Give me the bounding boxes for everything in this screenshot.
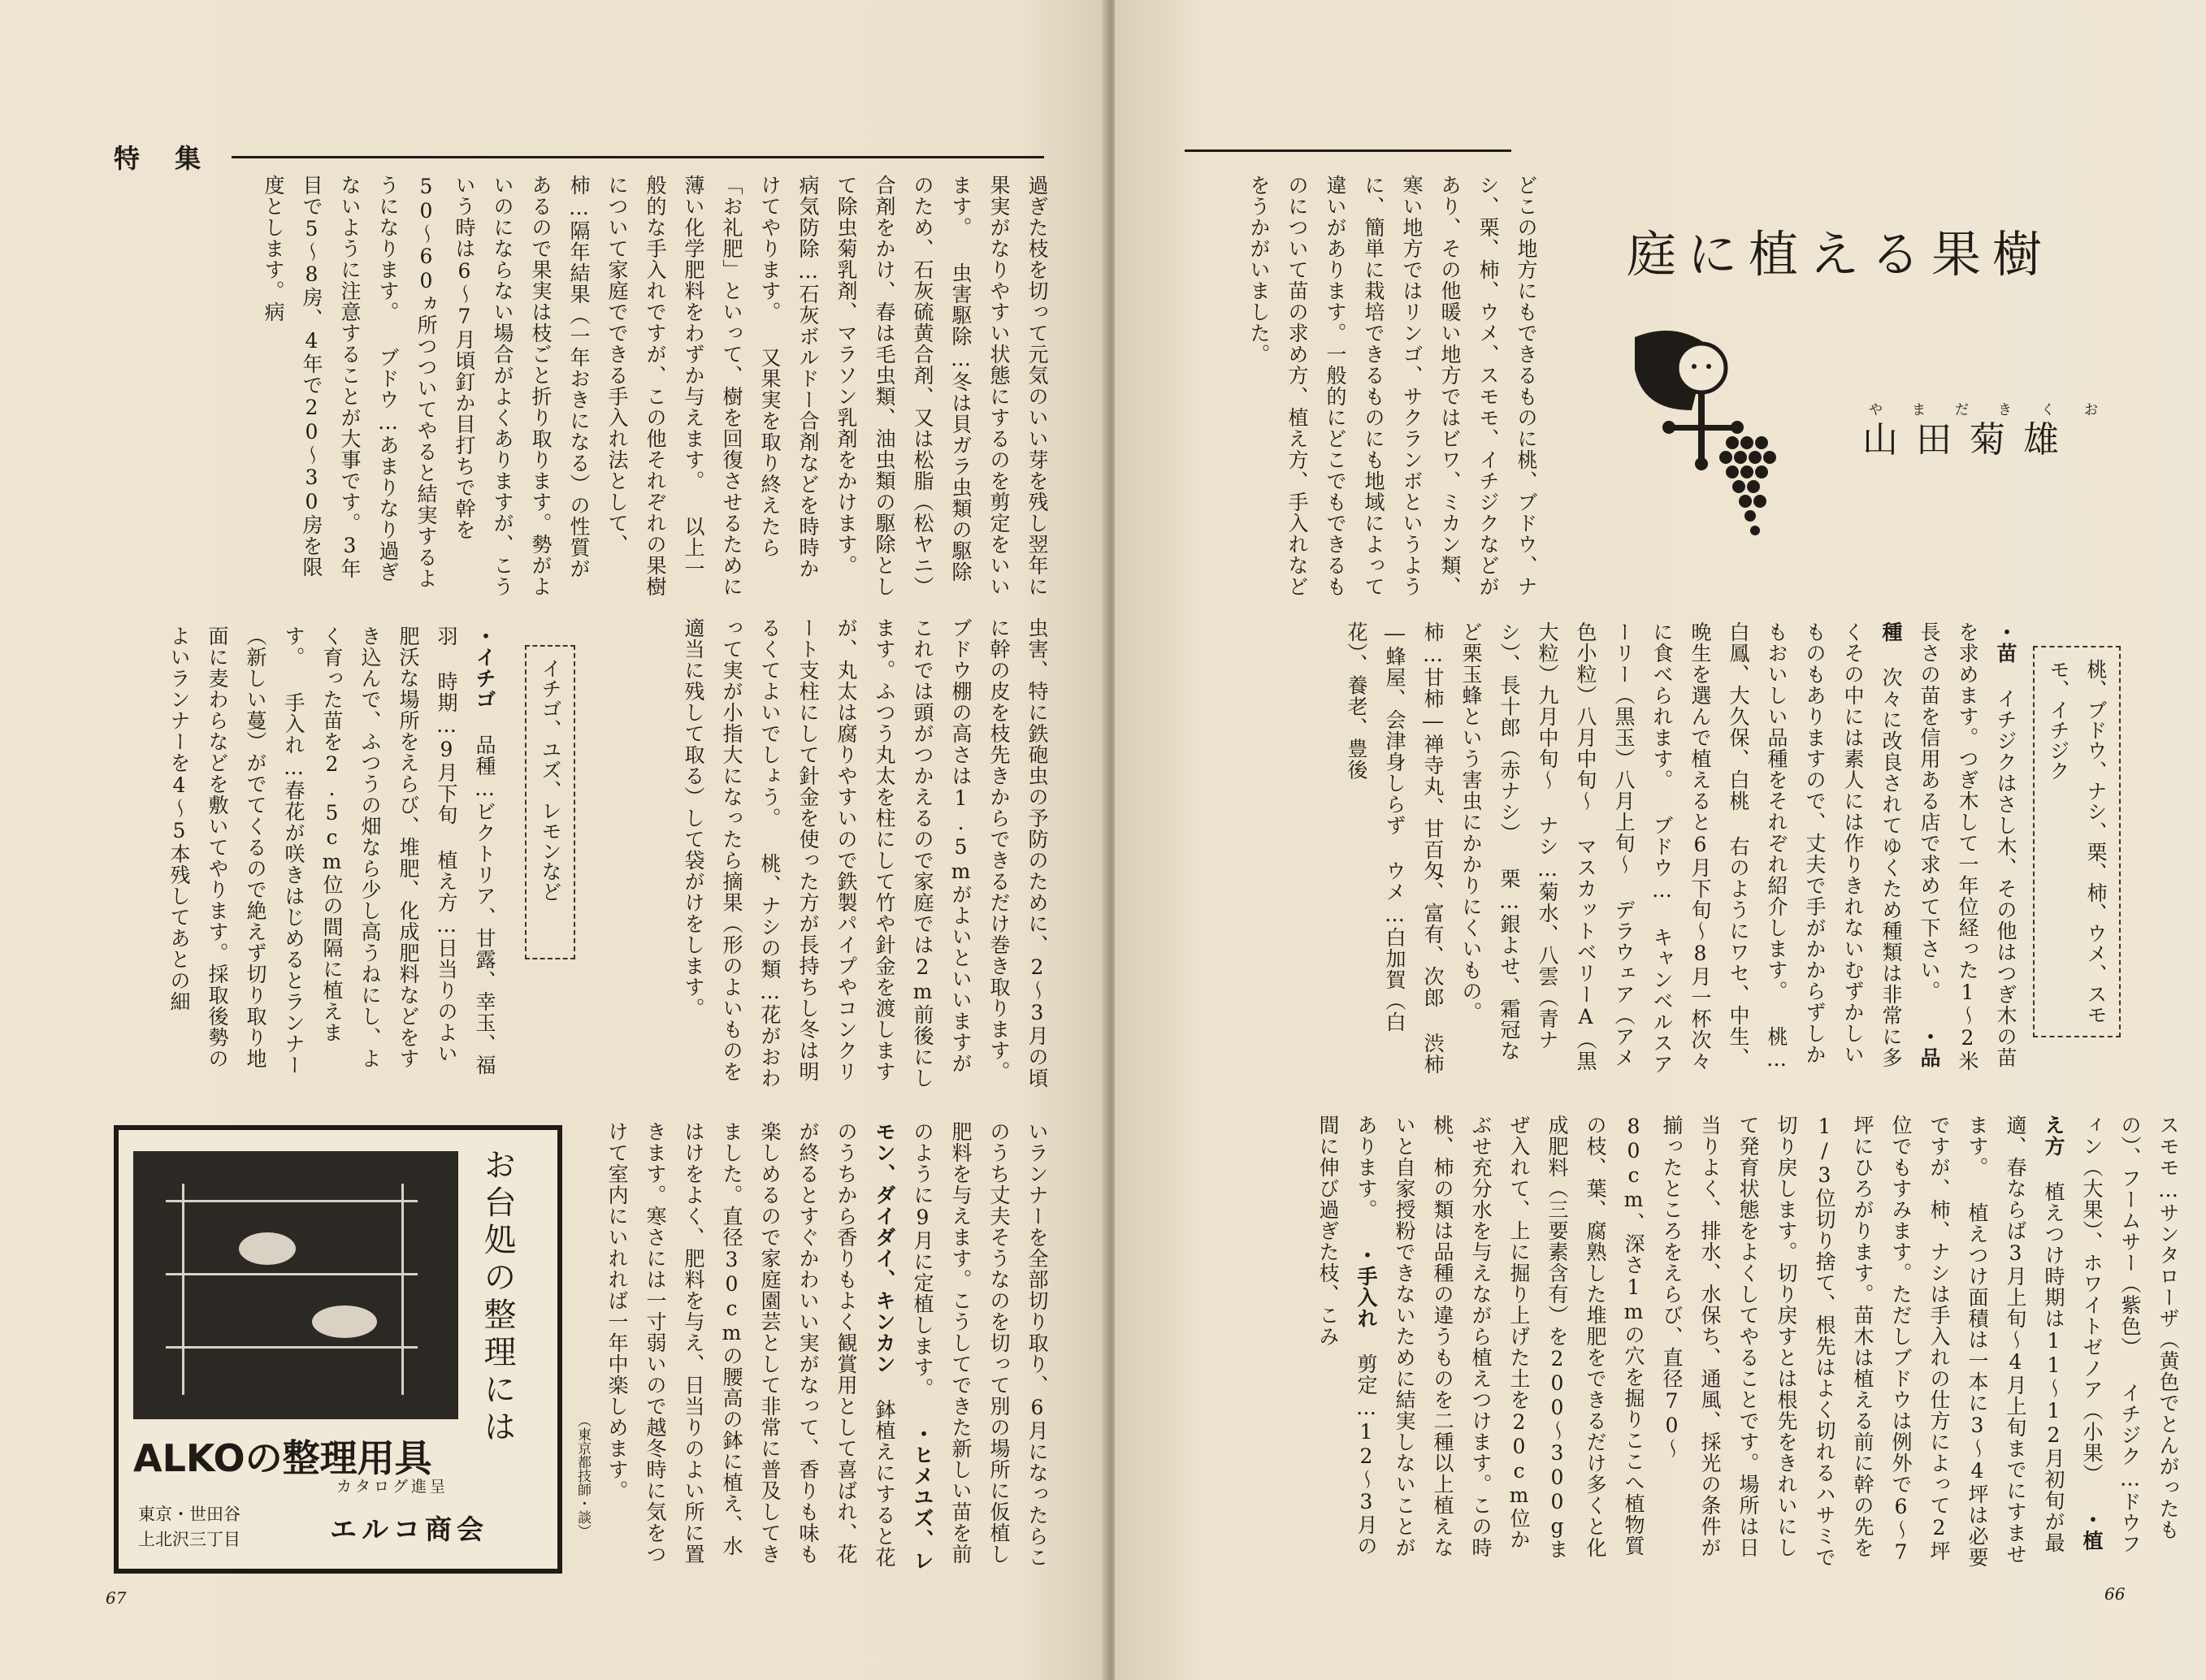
para: 手入れ…春花が咲きはじめるとランナー（新しい蔓）がでてくるので絶えず切り取り地面に麦わらなどを敷いてやります。採取後勢のよいランナーを4〜5本残してあとの細 (167, 626, 306, 1076)
para: 柿…隔年結果（一年おきになる）の性質があるので果実は枝ごと折り取ります。勢がよいのにならない場合がよくありますが、こういう時は6〜7月頃釘か目打ちで幹を50〜60ヵ所つついてやると結実するようになります。 (376, 175, 591, 597)
para: イチジク…ドウフィン（大果）、ホワイトゼノア（小果） (2080, 1115, 2142, 1555)
strawberry-text (122, 626, 504, 1080)
section-tag: 特 集 (114, 143, 215, 174)
ad-address-line: 上北沢三丁目 (138, 1530, 241, 1549)
strawberry-heading: ・イチゴ (473, 626, 496, 710)
right-page (1115, 0, 2206, 1680)
para: デラウェア（アメ色小粒）八月中旬〜 (1574, 621, 1636, 1068)
ad-brand: ALKOの整理用具 (133, 1436, 432, 1480)
para: 植えつけ面積は一本に3〜4坪は必要ですが、柿、ナシは手入れの仕方によって2坪位でもすみます。ただしブドウは例外で6〜7坪にひろがります。苗木は植える前に幹の先を1/3位切り捨て、根先はよく切れるハサミで切り戻します。切り戻すとは根先をきれいにして発育状態をよくしてやることです。場所は日当りよく、排水、水保ち、通風、採光の条件が揃ったところをえらび、直径70〜80cm、深さ1mの穴を掘りここへ植物質の枝、葉、腐熟した堆肥をできるだけ多くと化成肥料（三要素含有）を200〜300gまぜ入れて、上に掘り上げた土を20cm位かぶせ充分水を与えながら植えつけます。この時桃、柿の類は品種の違うものを二種以上植えないと自家授粉できないために結実しないことがあります。 (1354, 1115, 1989, 1568)
left-middle-text (618, 617, 1056, 1089)
para: 過ぎた枝を切って元気のいい芽を残し翌年に果実がなりやすい状態にするのを剪定をいいます。 (949, 175, 1049, 597)
right-middle-text (1180, 621, 2025, 1076)
para: キャンベルスアーリー（黒玉）八月上旬〜 (1612, 621, 1674, 1075)
ad-slogan: お台処の整理には (479, 1148, 516, 1447)
para: 桃…白鳳、大久保、白桃 (1727, 621, 1788, 1072)
header-rule (232, 156, 1044, 158)
para: 鉢植えにすると花のうちから香りもよく観賞用として喜ばれ、花が終るとすぐかわいい実がなって、香りも味も楽しめるので家庭園芸として非常に普及してきました。直径30cmの腰高の鉢に植え、水はけをよく、肥料を与え、日当りのよい所に置きます。寒さには一寸弱いので越冬時に気をつけて室内にいれれば一年中楽しめます。 (605, 1121, 896, 1568)
author-ruby: やまだきくお (1869, 402, 2127, 418)
para: 時期…9月下旬 (435, 671, 458, 825)
ad-catalog: カタログ進呈 (336, 1478, 449, 1496)
para: ブドウ…あまりなり過ぎないように注意することが大事です。3年目で5〜8房、4年で20〜30房を限度とします。病 (262, 175, 400, 582)
para: 以上一般的な手入れですが、この他それぞれの果樹について家庭でできる手入れ法として、 (605, 175, 705, 597)
planting-heading: ・植え方 (2042, 1115, 2104, 1552)
strawberry-box-label: イチゴ、ユズ、レモンなど (525, 645, 575, 959)
para: スモモ…サンタローザ（黄色でとんがったもの）、フームサー（紫色） (2118, 1115, 2180, 1540)
fruit-illustration-icon (1627, 321, 1789, 556)
intro-para: どこの地方にもできるものに桃、ブドウ、ナシ、栗、柿、ウメ、スモモ、イチジクなどがあり、その他暖い地方ではビワ、ミカン類、寒い地方ではリンゴ、サクランボというように、簡単に栽培できるものにも地域によって違いがあります。一般的にどこでもできるものについて苗の求め方、植え方、手入れなどをうかがいました。 (1247, 175, 1538, 597)
article-title: 庭に植える果樹 (1627, 226, 2054, 284)
author-name: 山田菊雄 (1862, 419, 2077, 461)
ad-company: エルコ商会 (330, 1513, 488, 1545)
para: ナシ…菊水、八雲（青ナシ）、長十郎（赤ナシ） (1497, 621, 1559, 1050)
care-heading: ・手入れ (1354, 1245, 1378, 1329)
fruit-list-box: 桃、ブドウ、ナシ、栗、柿、ウメ、スモモ、イチジク (2033, 646, 2121, 1037)
para: 剪定…12〜3月の間に伸び過ぎた枝、こみ (1316, 1115, 1378, 1557)
para: 次々に改良されてゆくため種類は非常に多くその中には素人には作りきれないむずかしいものもありますので、丈夫で手がかからずしかもおいしい品種をそれぞれ紹介します。 (1765, 621, 1903, 1068)
para: いランナーを全部切り取り、6月になったらこのうち丈夫そうなのを切って別の場所に仮植し肥料を与えます。こうしてできた新しい苗を前のように9月に定植します。 (911, 1121, 1049, 1568)
para: 品種…ビクトリア、甘露、幸玉、福羽 (435, 626, 496, 1076)
para: 虫害、特に鉄砲虫の予防のために、2〜3月の頃に幹の皮を枝先きからできるだけ巻き取ります。 (987, 617, 1049, 1089)
ad-photo-dish-rack (133, 1151, 458, 1419)
para: 植えつけ時期は11〜12月初旬が最適、春ならば3月上旬〜4月上旬までにすませます。 (1965, 1115, 2065, 1565)
para: イチジクはさし木、その他はつぎ木の苗を求めます。つぎ木して一年位経った1〜2米長さの苗を信用ある店で求めて下さい。 (1918, 621, 2017, 1072)
para: 又果実を取り終えたら「お礼肥」といって、樹を回復させるために薄い化学肥料をわずか与えます。 (682, 175, 782, 597)
seedling-heading: ・苗 (1994, 621, 2017, 664)
para: 病気防除…石灰ボルドー合剤などを時時かけてやります。 (758, 175, 820, 579)
citrus-heading: ・ヒメユズ、レモン、ダイダイ、キンカン (873, 1121, 934, 1571)
left-lower-text (593, 1121, 1056, 1576)
para: 栗…銀よせ、霜冠など栗玉蜂という害虫にかかりにくいもの。 (1459, 621, 1521, 1062)
ad-address (138, 1502, 241, 1552)
page-number-right: 66 (2104, 1584, 2126, 1604)
para: 右のようにワセ、中生、晩生を選んで植えると6月下旬〜8月一杯次々に食べられます。 (1650, 621, 1750, 1072)
para: 渋柿―蜂屋、会津身しらず (1383, 621, 1445, 1075)
para: 柿…甘柿―禅寺丸、甘百匁、富有、次郎 (1421, 621, 1445, 1008)
para: ブドウ棚の高さは1.5mがよいといいますがこれでは頭がつかえるので家庭では2m前後にします。ふつう丸太を柱にして竹や針金を渡しますが、丸太は腐りやすいので鉄製パイプやコンクリート支柱にして針金を使った方が長持ちし冬は明るくてよいでしょう。 (758, 617, 973, 1089)
para: 虫害駆除…冬は貝ガラ虫類の駆除のため、石灰硫黄合剤、又は松脂（松ヤニ）合剤をかけ、春は毛虫類、油虫類の駆除として除虫菊乳剤、マラソン乳剤をかけます。 (834, 175, 973, 597)
advertisement (114, 1125, 562, 1574)
credit: （東京都技師・談） (574, 1414, 591, 1538)
header-rule (1185, 149, 1511, 152)
para: ウメ…白加賀（白花）、養老、豊後 (1345, 621, 1406, 1033)
para: 桃、ナシの類…花がおわって実が小指大になったら摘果（形のよいものを適当に残して取る）して袋がけをします。 (682, 617, 782, 1089)
intro-text (1180, 175, 1545, 597)
para: 植え方…日当りのよい肥沃な場所をえらび、堆肥、化成肥料などをすき込んで、ふつうの畑なら少し高うねにし、よく育った苗を2.5cm位の間隔に植えます。 (282, 626, 458, 1069)
para: ブドウ… (1650, 815, 1674, 903)
page-number-left: 67 (106, 1588, 127, 1608)
right-lower-text (1180, 1115, 2187, 1570)
para: マスカットベリーA（黒大粒）九月中旬〜 (1536, 621, 1597, 1072)
ad-address-line: 東京・世田谷 (138, 1505, 241, 1524)
left-upper-text (122, 175, 1056, 597)
variety-heading: ・品種 (1879, 621, 1941, 1068)
